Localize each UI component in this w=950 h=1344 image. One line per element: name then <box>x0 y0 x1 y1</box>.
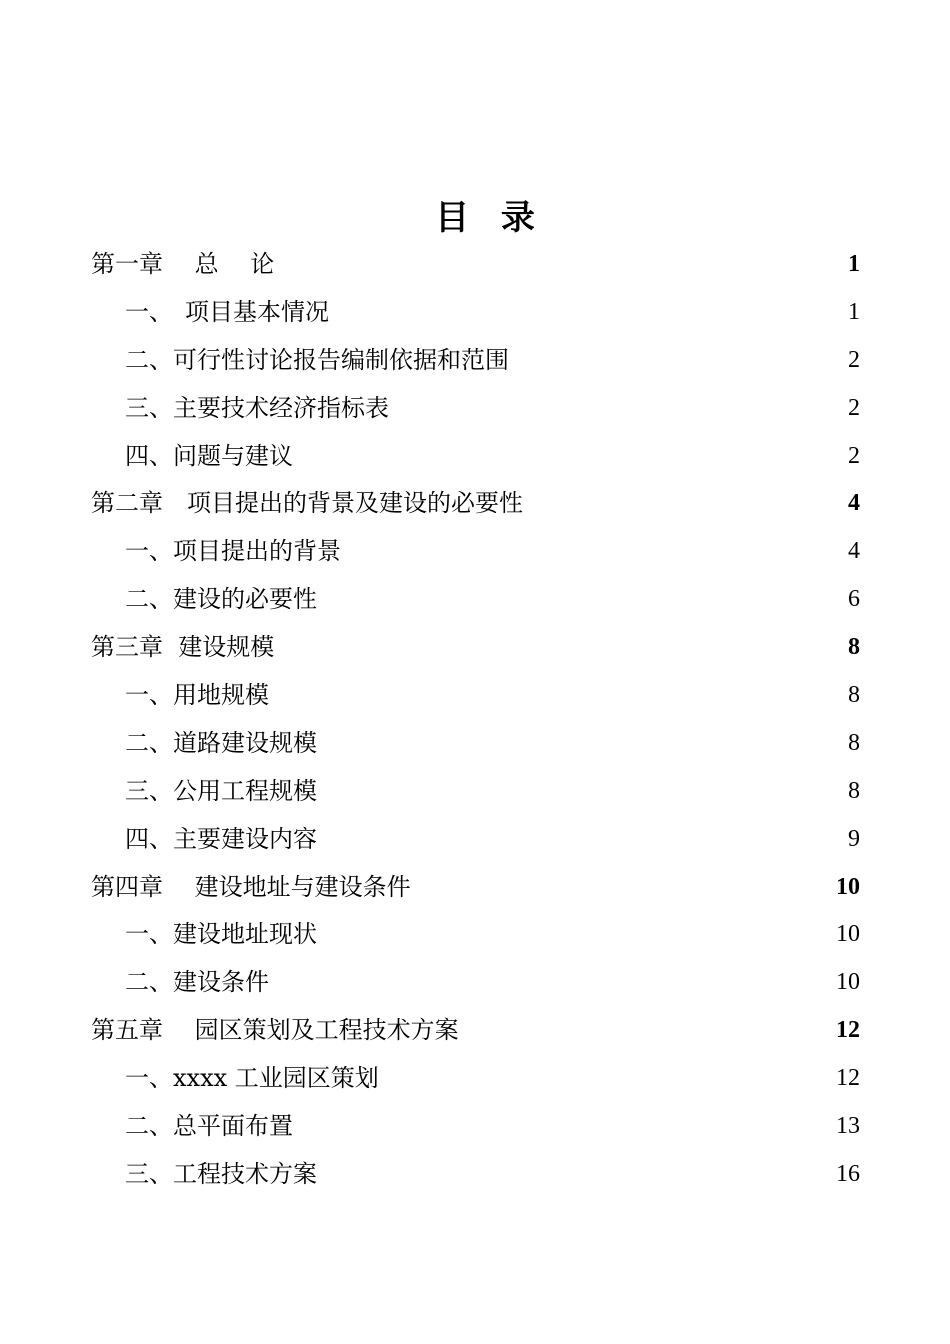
toc-entry-label: 四、问题与建议 <box>125 441 293 470</box>
toc-entry[interactable] <box>0 289 950 337</box>
toc-title: 目 录 <box>435 198 545 238</box>
toc-entry-label: 第二章 项目提出的背景及建设的必要性 <box>91 489 523 518</box>
toc-entry-page: 8 <box>848 682 860 709</box>
toc-entry-label: 一、用地规模 <box>125 681 269 710</box>
toc-entry-label: 三、工程技术方案 <box>125 1159 317 1188</box>
toc-entry[interactable] <box>0 337 950 385</box>
toc-entry[interactable] <box>0 480 950 528</box>
toc-entry[interactable] <box>0 576 950 624</box>
toc-entry-label: 一、 项目基本情况 <box>125 297 329 326</box>
toc-entry-page: 16 <box>836 1160 860 1187</box>
toc-entry-label: 第一章 总 论 <box>91 250 275 278</box>
toc-entry[interactable] <box>0 720 950 768</box>
toc-entry-label: 一、xxxx 工业园区策划 <box>125 1064 379 1093</box>
toc-entry-page: 8 <box>848 777 860 804</box>
toc-entry[interactable] <box>0 528 950 576</box>
toc-entry-page: 8 <box>848 729 860 756</box>
toc-entry-label: 一、建设地址现状 <box>125 920 317 949</box>
toc-entry-label: 三、公用工程规模 <box>125 776 317 805</box>
toc-entry[interactable] <box>0 1055 950 1103</box>
toc-list <box>0 241 950 1199</box>
toc-entry-label: 一、项目提出的背景 <box>125 537 341 566</box>
toc-entry-page: 2 <box>848 346 860 373</box>
toc-entry-page: 8 <box>848 634 860 661</box>
toc-entry-label: 四、主要建设内容 <box>125 824 317 853</box>
toc-entry-page: 10 <box>836 969 860 996</box>
toc-entry-page: 1 <box>848 251 860 277</box>
toc-entry[interactable] <box>0 241 950 289</box>
toc-entry[interactable] <box>0 672 950 720</box>
toc-entry[interactable] <box>0 1151 950 1199</box>
toc-entry[interactable] <box>0 816 950 864</box>
toc-entry[interactable] <box>0 768 950 816</box>
toc-entry[interactable] <box>0 624 950 672</box>
toc-entry[interactable] <box>0 1007 950 1055</box>
toc-entry[interactable] <box>0 433 950 481</box>
toc-entry-page: 2 <box>848 442 860 469</box>
toc-entry-label: 第四章 建设地址与建设条件 <box>91 872 411 901</box>
toc-entry-page: 6 <box>848 586 860 613</box>
toc-entry-page: 4 <box>848 538 860 565</box>
toc-entry-page: 4 <box>848 490 860 517</box>
toc-entry-label: 第三章 建设规模 <box>91 633 275 662</box>
toc-entry[interactable] <box>0 864 950 912</box>
toc-entry-label: 二、道路建设规模 <box>125 728 317 757</box>
toc-entry-page: 2 <box>848 394 860 421</box>
toc-entry-page: 12 <box>836 1017 860 1044</box>
toc-entry-page: 12 <box>836 1065 860 1092</box>
toc-entry-page: 13 <box>836 1113 860 1140</box>
toc-entry-page: 10 <box>836 873 860 900</box>
toc-entry-label: 二、建设条件 <box>125 968 269 997</box>
toc-entry-label: 三、主要技术经济指标表 <box>125 393 389 422</box>
toc-entry[interactable] <box>0 1103 950 1151</box>
toc-entry-label: 二、总平面布置 <box>125 1112 293 1141</box>
toc-entry-page: 9 <box>848 825 860 852</box>
toc-entry-label: 第五章 园区策划及工程技术方案 <box>91 1016 459 1045</box>
toc-entry[interactable] <box>0 911 950 959</box>
toc-entry[interactable] <box>0 385 950 433</box>
toc-entry-page: 1 <box>848 298 860 325</box>
toc-entry[interactable] <box>0 959 950 1007</box>
toc-entry-page: 10 <box>836 921 860 948</box>
toc-entry-label: 二、可行性讨论报告编制依据和范围 <box>125 345 509 374</box>
toc-entry-label: 二、建设的必要性 <box>125 585 317 614</box>
